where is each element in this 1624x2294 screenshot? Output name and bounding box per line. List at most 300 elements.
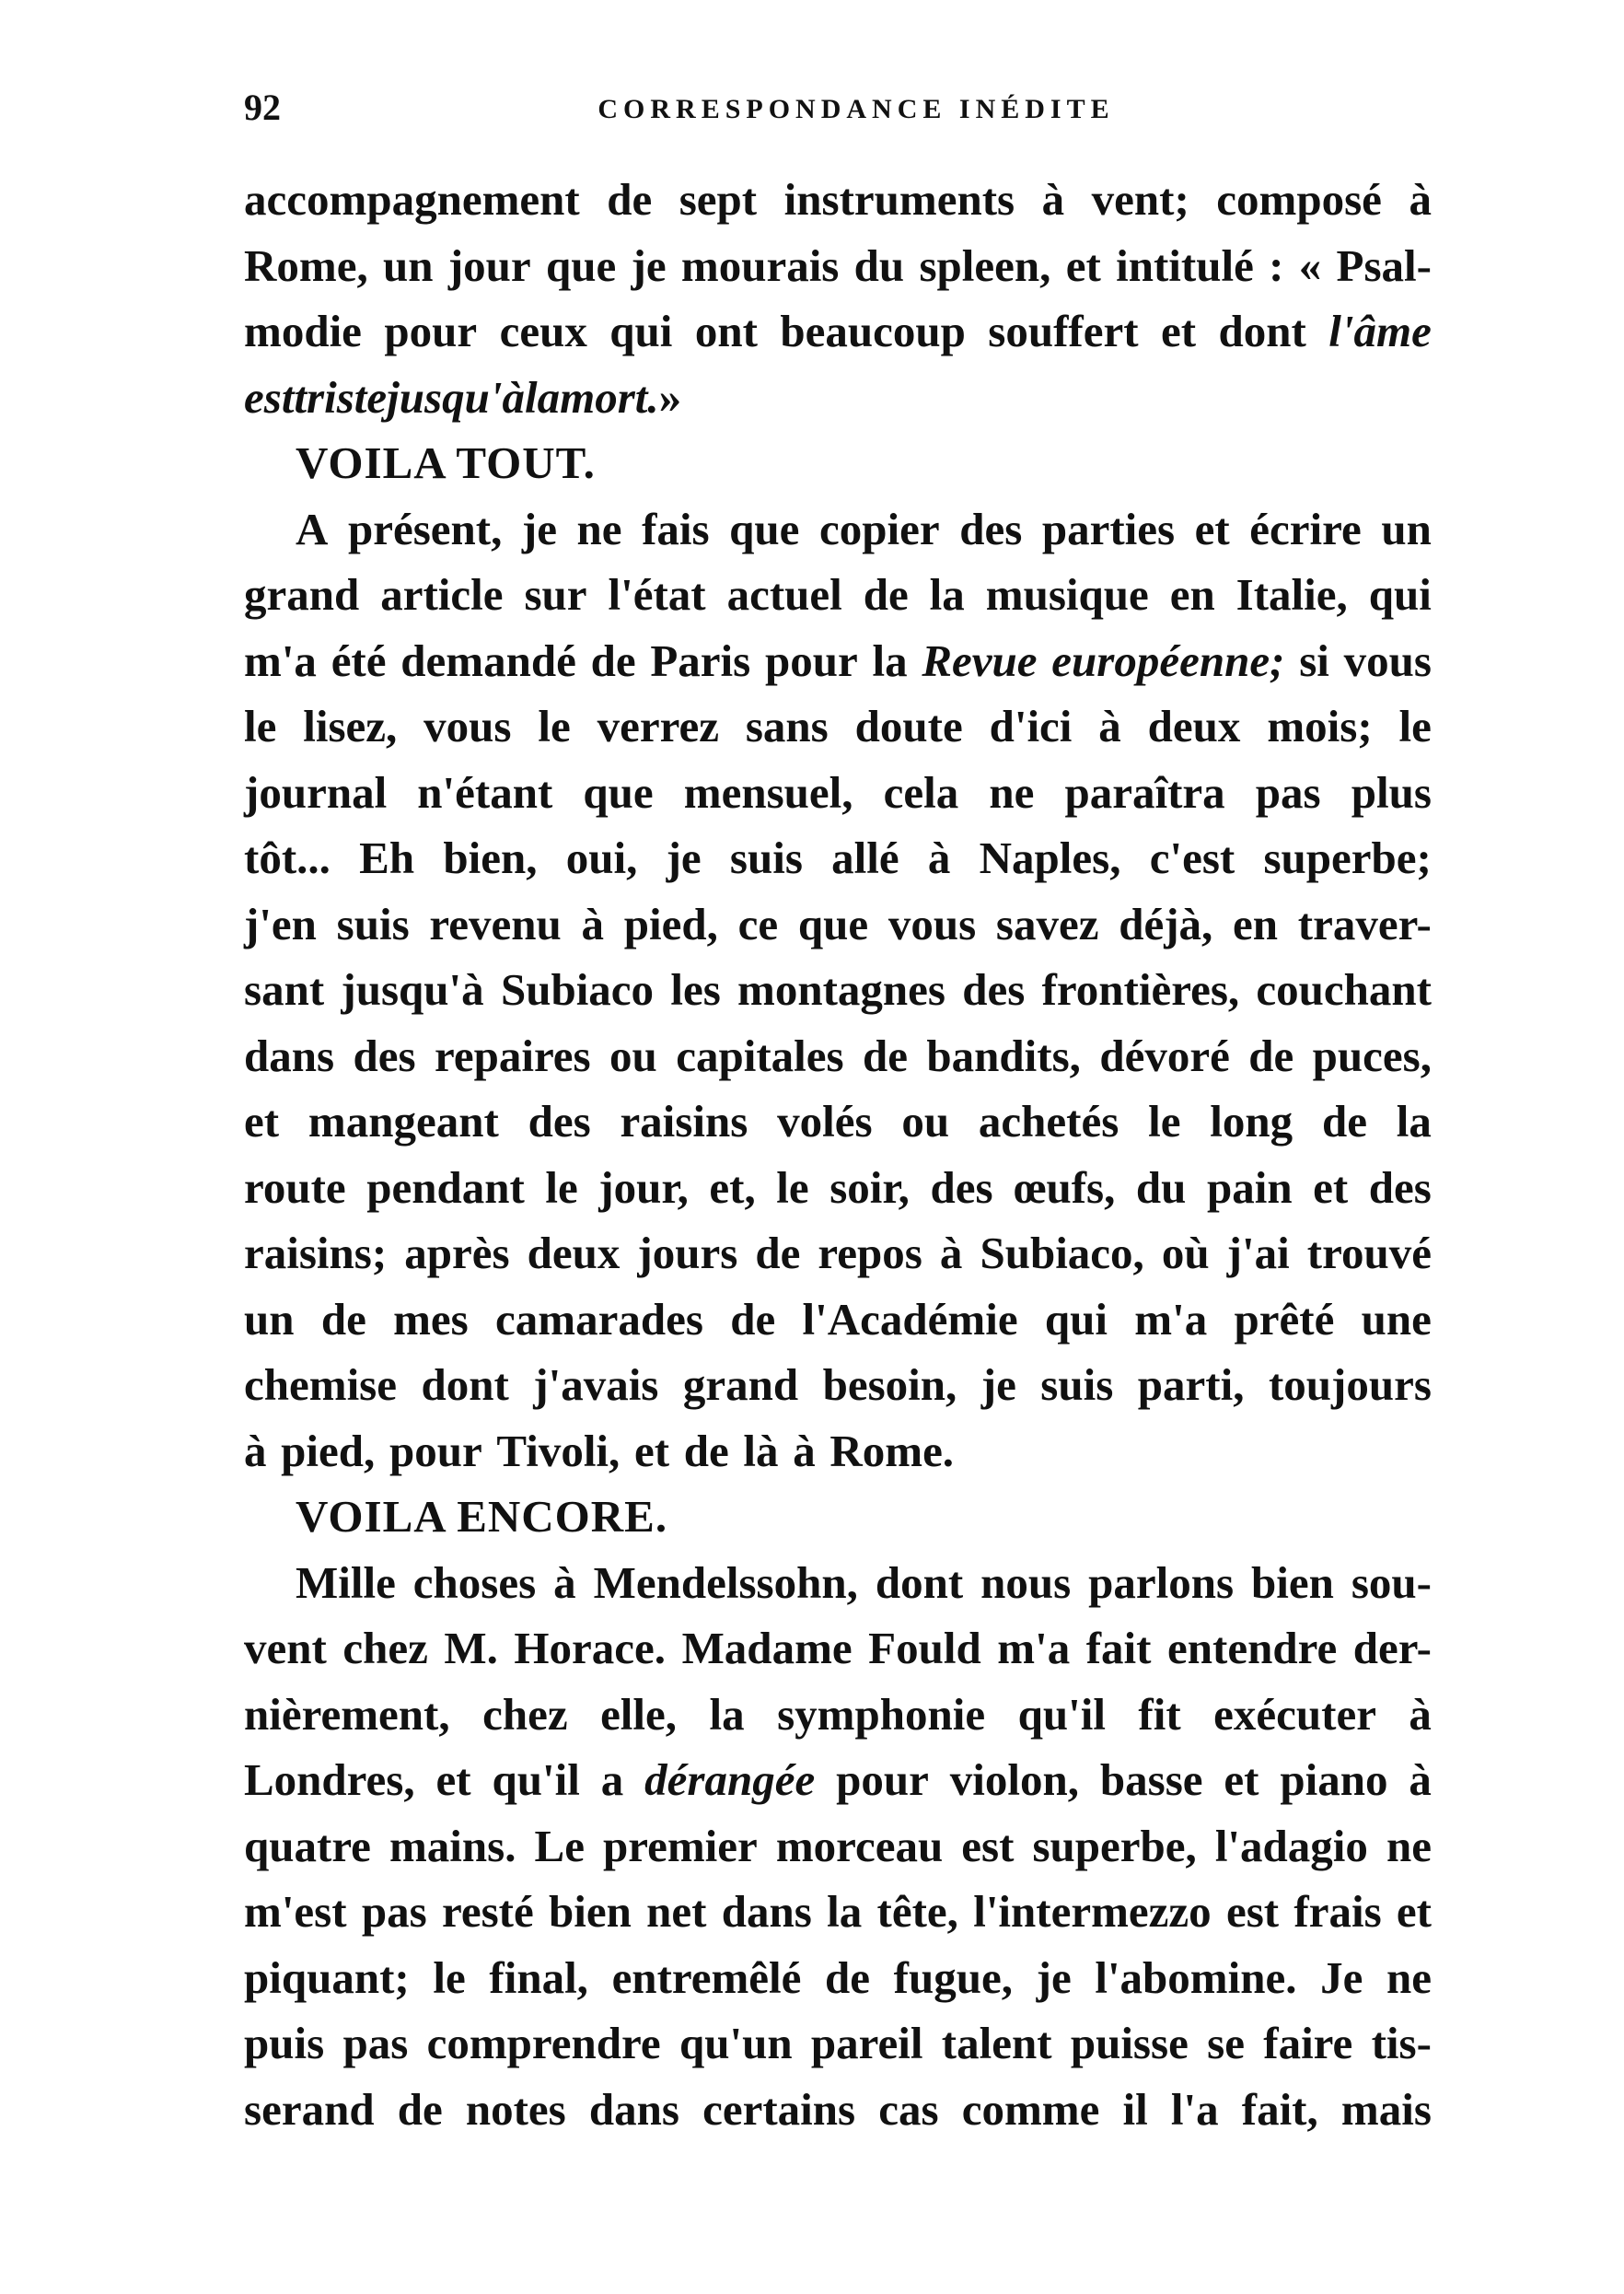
- word: est: [1225, 1886, 1280, 1937]
- word: où: [1161, 1228, 1210, 1278]
- word: j'en: [244, 898, 317, 949]
- word: j'avais: [533, 1359, 659, 1410]
- word: composé: [1216, 174, 1382, 225]
- word: ou: [609, 1030, 657, 1081]
- word: que: [583, 766, 654, 818]
- word: exécuter: [1213, 1688, 1376, 1740]
- word: a: [600, 1754, 624, 1805]
- word: la: [709, 1688, 745, 1740]
- word: vous: [423, 701, 512, 751]
- word: je: [1036, 1951, 1072, 2003]
- word: trouvé: [1306, 1228, 1432, 1278]
- word: Rome,: [244, 239, 368, 291]
- word: souffert: [988, 306, 1139, 356]
- text-line: [244, 430, 1432, 496]
- text-line: [244, 1287, 1432, 1353]
- word: puces,: [1312, 1030, 1432, 1081]
- word: vent;: [1091, 174, 1189, 225]
- word: entendre: [1167, 1623, 1338, 1673]
- word: pour: [384, 306, 478, 356]
- word: je: [631, 239, 667, 291]
- text-line: [244, 2010, 1432, 2077]
- word: traver-: [1297, 898, 1432, 949]
- word: que: [797, 898, 869, 949]
- word: pour: [836, 1754, 929, 1805]
- word: de: [863, 1030, 908, 1081]
- text-line: [244, 1747, 1432, 1813]
- word: mangeant: [307, 1096, 499, 1147]
- word: des: [930, 1161, 993, 1213]
- word: sou-: [1351, 1556, 1432, 1608]
- word: parlons: [1088, 1556, 1235, 1608]
- word: copier: [819, 503, 940, 554]
- word: deux: [527, 1228, 621, 1278]
- page-header: [244, 85, 1432, 131]
- word: c'est: [1149, 833, 1235, 883]
- word: si: [1299, 635, 1329, 686]
- word: oui,: [565, 833, 638, 883]
- word: chez: [342, 1623, 428, 1673]
- text-line: [244, 1418, 1432, 1485]
- word: mains.: [389, 1820, 516, 1871]
- word: comme: [961, 2083, 1100, 2135]
- word: après: [404, 1228, 510, 1278]
- word: fais: [642, 503, 710, 554]
- word: le: [433, 1951, 466, 2003]
- word: qui: [609, 306, 673, 356]
- word: basse: [1099, 1754, 1203, 1805]
- word: vent: [244, 1623, 327, 1673]
- word: notes: [465, 2083, 566, 2135]
- word: musique: [985, 569, 1149, 620]
- word: pas: [361, 1886, 427, 1937]
- word: article: [380, 569, 504, 620]
- text-line: [244, 957, 1432, 1023]
- word: m'a: [1134, 1293, 1208, 1345]
- word: triste: [294, 371, 388, 423]
- word: dont: [421, 1359, 509, 1410]
- word: des: [1368, 1161, 1432, 1213]
- word: paraîtra: [1064, 766, 1225, 818]
- word: est: [244, 371, 295, 423]
- word: superbe;: [1263, 833, 1432, 883]
- word: doute: [854, 701, 963, 751]
- word: pas: [342, 2018, 409, 2068]
- text-line: [244, 1023, 1432, 1089]
- word: de: [1321, 1096, 1367, 1147]
- word: ce: [737, 898, 779, 949]
- word: montagnes: [737, 964, 945, 1015]
- word: Fould: [868, 1623, 981, 1673]
- word: Horace.: [514, 1623, 667, 1673]
- word: et: [1161, 306, 1197, 356]
- word: bien,: [443, 833, 538, 883]
- word: grand: [682, 1359, 799, 1410]
- word: de: [863, 569, 909, 620]
- word: besoin,: [822, 1359, 957, 1410]
- word: ne: [989, 766, 1035, 818]
- word: deux: [1147, 701, 1241, 751]
- word: un: [383, 239, 434, 291]
- text-line: [244, 1682, 1432, 1748]
- word: à: [1409, 1754, 1432, 1805]
- word: ne: [1386, 1951, 1432, 2003]
- word: écrire: [1249, 503, 1362, 554]
- word: l'adagio: [1214, 1820, 1368, 1871]
- word: mes: [393, 1293, 469, 1345]
- word: à: [1041, 174, 1065, 225]
- word: l'Académie: [802, 1293, 1018, 1345]
- word: camarades: [495, 1293, 703, 1345]
- word: vous: [1343, 635, 1432, 686]
- word: n'étant: [417, 766, 553, 818]
- word: cela: [883, 766, 959, 818]
- word: les: [670, 964, 721, 1015]
- word: Madame: [681, 1623, 853, 1673]
- word: à: [1409, 1688, 1432, 1740]
- word: des: [353, 1030, 416, 1081]
- word: et: [244, 1096, 280, 1147]
- word: ou: [901, 1096, 950, 1147]
- word: qu'un: [679, 2018, 793, 2068]
- text-line: [244, 891, 1432, 958]
- word: de: [320, 1293, 366, 1345]
- word: et: [1224, 1754, 1259, 1805]
- word: sans: [745, 701, 829, 751]
- word: le: [1398, 701, 1432, 751]
- word: net: [646, 1886, 707, 1937]
- word: tis-: [1371, 2018, 1432, 2068]
- text-line: [244, 298, 1432, 365]
- word: jour: [447, 239, 531, 291]
- word: mois;: [1267, 701, 1373, 751]
- word: suis: [1040, 1359, 1114, 1410]
- word: présent,: [347, 503, 503, 554]
- word: faire: [1263, 2018, 1353, 2068]
- word: spleen,: [919, 239, 1051, 291]
- word: m'a: [997, 1623, 1071, 1673]
- word: Italie,: [1235, 569, 1348, 620]
- word: repaires: [434, 1030, 591, 1081]
- word: une: [1361, 1293, 1432, 1345]
- word: l'abomine.: [1095, 1951, 1297, 2003]
- word: pied,: [281, 1425, 376, 1476]
- word: en: [1169, 569, 1215, 620]
- word: :: [1269, 239, 1284, 291]
- word: la: [872, 635, 908, 686]
- word: pendant: [366, 1161, 525, 1213]
- text-line: [244, 233, 1432, 299]
- letter-body-text: [244, 167, 1432, 2142]
- word: »: [658, 371, 682, 423]
- word: final,: [489, 1951, 588, 2003]
- word: de: [397, 2083, 443, 2135]
- word: raisins;: [244, 1228, 388, 1278]
- word: été: [331, 635, 387, 686]
- word: verrez: [597, 701, 719, 751]
- page-number: 92: [244, 87, 281, 128]
- word: un: [244, 1293, 295, 1345]
- word: Eh: [359, 833, 415, 883]
- word: des: [959, 503, 1023, 554]
- word: jusqu'à: [341, 964, 484, 1015]
- word: route: [244, 1161, 346, 1213]
- word: en: [1233, 898, 1279, 949]
- word: jours: [637, 1228, 738, 1278]
- word: je: [521, 503, 557, 554]
- word: ne: [576, 503, 622, 554]
- word: Subiaco,: [980, 1228, 1144, 1278]
- text-line: [244, 628, 1432, 694]
- word: serand: [244, 2083, 375, 2135]
- word: à: [1409, 174, 1432, 225]
- word: la: [827, 1886, 863, 1937]
- word: mourais: [680, 239, 840, 291]
- word: suis: [729, 833, 803, 883]
- word: pain: [1206, 1161, 1293, 1213]
- word: tôt...: [244, 833, 331, 883]
- word: ceux: [499, 306, 587, 356]
- word: soir,: [829, 1161, 910, 1213]
- word: long: [1210, 1096, 1293, 1147]
- word: allé: [831, 833, 899, 883]
- word: «: [1298, 239, 1322, 291]
- word: dans: [588, 2083, 679, 2135]
- text-line: [244, 1615, 1432, 1682]
- word: savez: [995, 898, 1099, 949]
- word: et: [1396, 1886, 1432, 1937]
- word: qu'il: [492, 1754, 580, 1805]
- word: dont: [1218, 306, 1306, 356]
- word: achetés: [978, 1096, 1119, 1147]
- running-title: CORRESPONDANCE INÉDITE: [597, 94, 1115, 124]
- word: Revue: [922, 635, 1038, 686]
- text-line: [244, 496, 1432, 563]
- word: actuel: [726, 569, 842, 620]
- word: Tivoli,: [496, 1425, 621, 1476]
- text-line: [244, 1879, 1432, 1945]
- word: revenu: [429, 898, 562, 949]
- word: l'a: [1170, 2083, 1219, 2135]
- word: m'est: [244, 1886, 347, 1937]
- text-line: [244, 1945, 1432, 2011]
- word: à: [581, 898, 605, 949]
- word: de: [1248, 1030, 1294, 1081]
- word: puis: [244, 2018, 325, 2068]
- word: bandits,: [926, 1030, 1081, 1081]
- word: la: [929, 569, 965, 620]
- word: le: [244, 701, 277, 751]
- word: pour: [389, 1425, 482, 1476]
- word: premier: [602, 1820, 758, 1871]
- word: sant: [244, 964, 325, 1015]
- word: VOILA TOUT.: [296, 437, 596, 488]
- word: ont: [694, 306, 758, 356]
- text-line: [244, 2077, 1432, 2143]
- text-line: [244, 1550, 1432, 1616]
- word: d'ici: [989, 701, 1073, 751]
- word: VOILA ENCORE.: [296, 1491, 668, 1542]
- word: du: [853, 239, 905, 291]
- word: Subiaco: [500, 964, 655, 1015]
- word: Naples,: [979, 833, 1121, 883]
- word: qui: [1368, 569, 1432, 620]
- word: se: [1207, 2018, 1245, 2068]
- word: sept: [679, 174, 758, 225]
- word: européenne;: [1051, 635, 1285, 686]
- word: j'ai: [1226, 1228, 1290, 1278]
- word: choses: [412, 1556, 537, 1608]
- word: fait,: [1241, 2083, 1318, 2135]
- word: Londres,: [244, 1754, 415, 1805]
- word: de: [755, 1228, 801, 1278]
- word: de: [590, 635, 636, 686]
- word: il: [1122, 2083, 1148, 2135]
- word: pour: [764, 635, 858, 686]
- word: der-: [1352, 1623, 1432, 1673]
- word: à: [244, 1425, 267, 1476]
- word: Psal-: [1336, 239, 1432, 291]
- word: là: [743, 1425, 779, 1476]
- word: vous: [887, 898, 977, 949]
- word: la: [524, 371, 561, 423]
- word: symphonie: [777, 1688, 986, 1740]
- text-line: [244, 365, 1432, 431]
- word: m'a: [244, 635, 317, 686]
- word: Mille: [296, 1556, 396, 1608]
- word: à: [1098, 701, 1121, 751]
- word: tête,: [876, 1886, 958, 1937]
- word: Rome.: [829, 1425, 955, 1476]
- word: certains: [702, 2083, 856, 2135]
- word: Paris: [650, 635, 751, 686]
- word: Mendelssohn,: [593, 1556, 858, 1608]
- text-line: [244, 1352, 1432, 1418]
- word: déjà,: [1119, 898, 1213, 949]
- word: de: [825, 1951, 871, 2003]
- word: que: [545, 239, 617, 291]
- word: qu'il: [1017, 1688, 1106, 1740]
- word: et: [633, 1425, 670, 1476]
- word: couchant: [1256, 964, 1432, 1015]
- word: volés: [777, 1096, 873, 1147]
- text-line: [244, 1089, 1432, 1155]
- text-line: [244, 693, 1432, 760]
- word: demandé: [400, 635, 576, 686]
- word: et,: [709, 1161, 756, 1213]
- word: dévoré: [1099, 1030, 1230, 1081]
- word: sur: [524, 569, 587, 620]
- word: à: [553, 1556, 576, 1608]
- word: quatre: [244, 1820, 371, 1871]
- word: le: [776, 1161, 809, 1213]
- word: puisse: [1070, 2018, 1189, 2068]
- text-line: [244, 562, 1432, 628]
- word: dont: [875, 1556, 964, 1608]
- word: chemise: [244, 1359, 397, 1410]
- word: je: [666, 833, 702, 883]
- word: parties: [1041, 503, 1176, 554]
- word: comprendre: [426, 2018, 661, 2068]
- word: prêté: [1234, 1293, 1335, 1345]
- word: M.: [444, 1623, 498, 1673]
- word: pareil: [810, 2018, 923, 2068]
- word: capitales: [676, 1030, 844, 1081]
- word: de: [730, 1293, 776, 1345]
- word: l'âme: [1328, 306, 1432, 356]
- word: chez: [482, 1688, 568, 1740]
- word: qui: [1044, 1293, 1108, 1345]
- word: intitulé: [1116, 239, 1254, 291]
- word: resté: [441, 1886, 534, 1937]
- word: entremêlé: [611, 1951, 802, 2003]
- word: pied,: [623, 898, 718, 949]
- word: superbe,: [1032, 1820, 1197, 1871]
- word: des: [962, 964, 1026, 1015]
- word: fugue,: [893, 1951, 1013, 2003]
- word: modie: [244, 306, 362, 356]
- word: l'intermezzo: [973, 1886, 1212, 1937]
- word: de: [607, 174, 653, 225]
- word: l'état: [608, 569, 706, 620]
- word: Je: [1320, 1951, 1363, 2003]
- word: plus: [1351, 766, 1432, 818]
- word: le: [545, 1161, 578, 1213]
- word: jusqu'à: [387, 371, 525, 423]
- word: dans: [721, 1886, 812, 1937]
- word: beaucoup: [780, 306, 966, 356]
- word: instruments: [783, 174, 1015, 225]
- word: des: [528, 1096, 591, 1147]
- word: parti,: [1137, 1359, 1245, 1410]
- word: à: [793, 1425, 816, 1476]
- word: et: [1065, 239, 1101, 291]
- word: jour,: [598, 1161, 689, 1213]
- word: est: [961, 1820, 1015, 1871]
- word: et: [435, 1754, 471, 1805]
- word: un: [1381, 503, 1432, 554]
- word: nous: [980, 1556, 1072, 1608]
- word: le: [538, 701, 571, 751]
- word: repos: [818, 1228, 922, 1278]
- word: elle,: [600, 1688, 678, 1740]
- text-line: [244, 760, 1432, 826]
- word: de: [683, 1425, 729, 1476]
- text-line: [244, 825, 1432, 891]
- word: piquant;: [244, 1951, 410, 2003]
- word: frais: [1293, 1886, 1382, 1937]
- word: journal: [244, 766, 388, 818]
- word: mais: [1340, 2083, 1432, 2135]
- word: nièrement,: [244, 1688, 450, 1740]
- word: du: [1135, 1161, 1187, 1213]
- word: violon,: [949, 1754, 1079, 1805]
- word: dérangée: [644, 1754, 816, 1805]
- text-line: [244, 1813, 1432, 1880]
- word: œufs,: [1014, 1161, 1116, 1213]
- word: le: [1148, 1096, 1181, 1147]
- word: cas: [878, 2083, 939, 2135]
- word: fit: [1138, 1688, 1181, 1740]
- text-line: [244, 1484, 1432, 1550]
- word: et: [1313, 1161, 1349, 1213]
- text-line: [244, 167, 1432, 233]
- word: lisez,: [303, 701, 398, 751]
- word: accompagnement: [244, 174, 580, 225]
- word: grand: [244, 569, 360, 620]
- word: à: [927, 833, 951, 883]
- word: fait: [1085, 1623, 1152, 1673]
